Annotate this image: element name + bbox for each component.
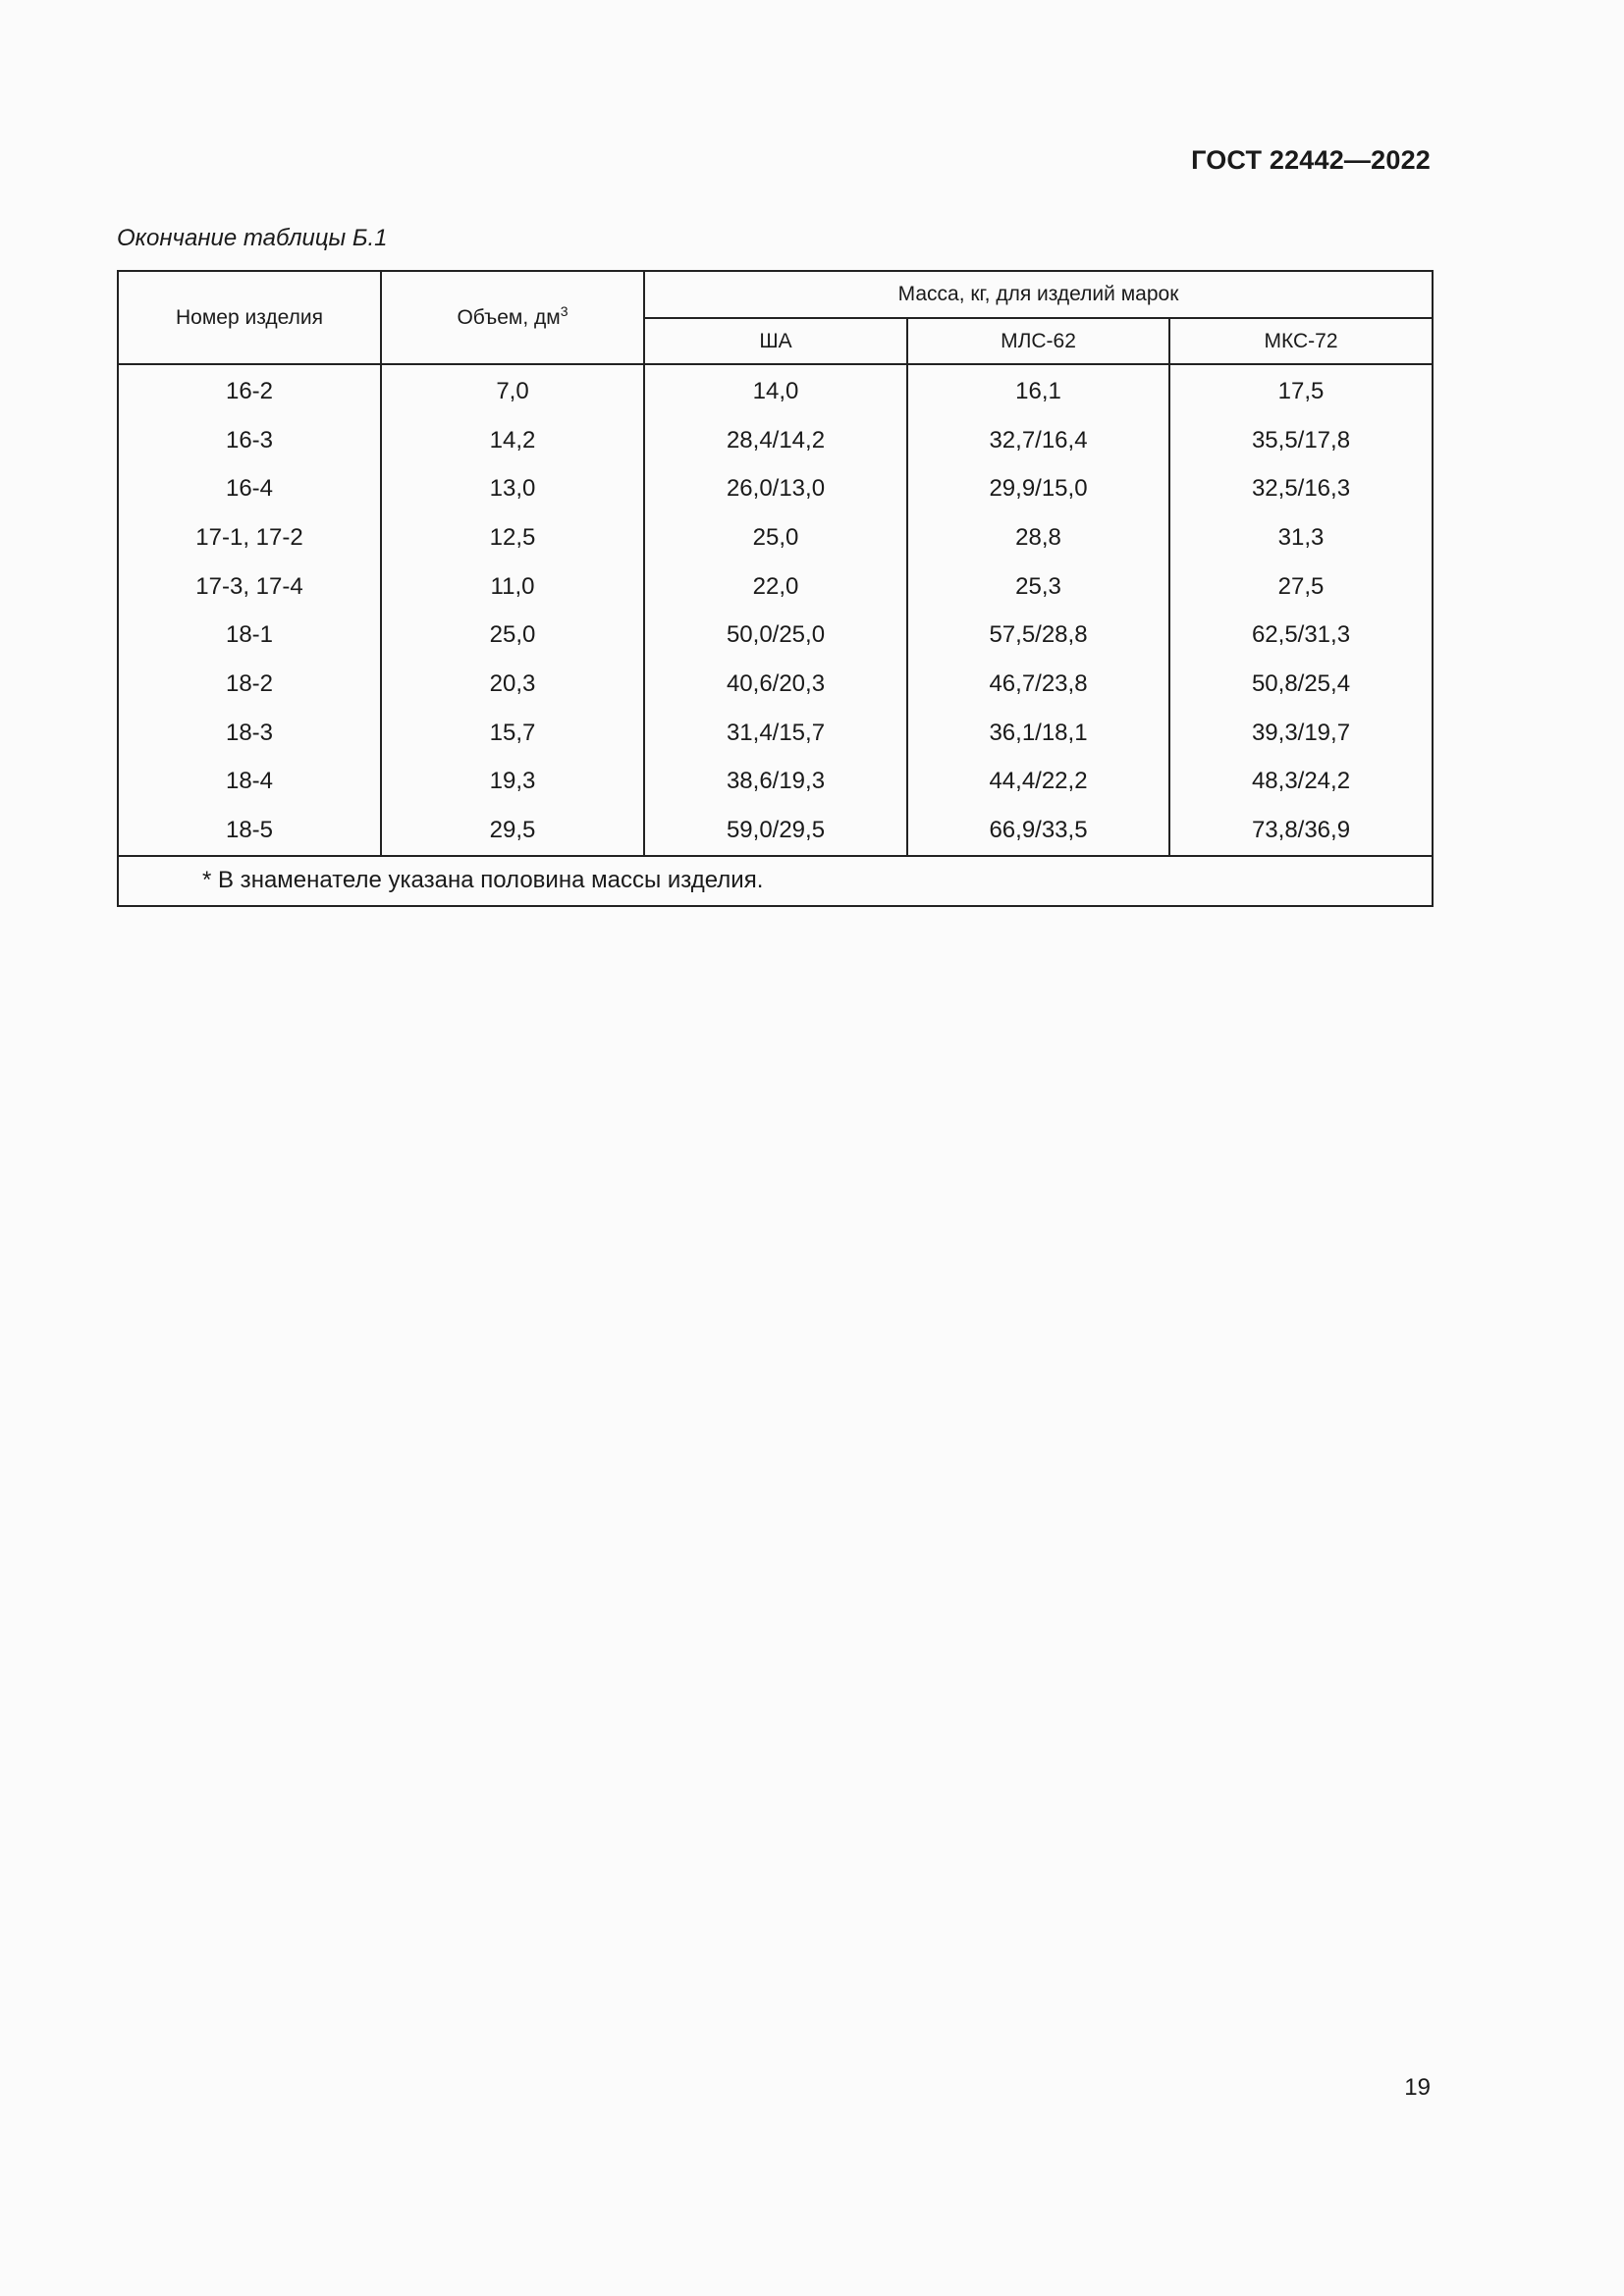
table-row [118, 464, 1433, 513]
table-header [118, 271, 1433, 364]
cell-mass-mls62: 66,9/33,5 [907, 806, 1169, 856]
cell-mass-mls62: 16,1 [907, 364, 1169, 416]
table-row [118, 611, 1433, 660]
cell-volume: 15,7 [381, 709, 644, 758]
cell-mass-mks72: 62,5/31,3 [1169, 611, 1433, 660]
header-product-number: Номер изделия [118, 271, 381, 364]
cell-product-number: 18-5 [118, 806, 381, 856]
cell-mass-mls62: 32,7/16,4 [907, 416, 1169, 465]
header-mass-mls62: МЛС-62 [907, 318, 1169, 364]
cell-volume: 11,0 [381, 562, 644, 612]
document-code: ГОСТ 22442—2022 [1191, 145, 1431, 175]
cell-mass-mks72: 27,5 [1169, 562, 1433, 612]
cell-mass-mls62: 57,5/28,8 [907, 611, 1169, 660]
cell-mass-mks72: 17,5 [1169, 364, 1433, 416]
page-number: 19 [1404, 2074, 1431, 2101]
cell-mass-mls62: 36,1/18,1 [907, 709, 1169, 758]
cell-mass-sha: 59,0/29,5 [644, 806, 907, 856]
cell-mass-mks72: 31,3 [1169, 513, 1433, 562]
table-row [118, 758, 1433, 807]
cell-mass-mks72: 50,8/25,4 [1169, 660, 1433, 709]
table-row [118, 709, 1433, 758]
cell-mass-mks72: 73,8/36,9 [1169, 806, 1433, 856]
mass-table [117, 270, 1434, 907]
header-mass-sha: ША [644, 318, 907, 364]
cell-mass-sha: 38,6/19,3 [644, 758, 907, 807]
cell-mass-mls62: 25,3 [907, 562, 1169, 612]
cell-mass-mks72: 32,5/16,3 [1169, 464, 1433, 513]
table-row [118, 806, 1433, 856]
cell-mass-mks72: 48,3/24,2 [1169, 758, 1433, 807]
cell-volume: 29,5 [381, 806, 644, 856]
cell-mass-mks72: 35,5/17,8 [1169, 416, 1433, 465]
table-row [118, 416, 1433, 465]
table-row [118, 660, 1433, 709]
cell-mass-mls62: 46,7/23,8 [907, 660, 1169, 709]
header-volume-label: Объем, дм [457, 305, 561, 329]
table-footnote: * В знаменателе указана половина массы изделия. [118, 856, 1433, 906]
table-row [118, 562, 1433, 612]
cell-product-number: 18-2 [118, 660, 381, 709]
cell-mass-sha: 40,6/20,3 [644, 660, 907, 709]
cell-product-number: 18-4 [118, 758, 381, 807]
header-mass-group: Масса, кг, для изделий марок [644, 271, 1433, 318]
cell-volume: 13,0 [381, 464, 644, 513]
cell-mass-sha: 50,0/25,0 [644, 611, 907, 660]
header-volume-superscript: 3 [560, 302, 568, 319]
cell-mass-mls62: 29,9/15,0 [907, 464, 1169, 513]
footnote-row [118, 856, 1433, 906]
cell-mass-mls62: 28,8 [907, 513, 1169, 562]
cell-volume: 12,5 [381, 513, 644, 562]
cell-mass-mls62: 44,4/22,2 [907, 758, 1169, 807]
header-mass-mks72: МКС-72 [1169, 318, 1433, 364]
table-row [118, 364, 1433, 416]
cell-mass-sha: 31,4/15,7 [644, 709, 907, 758]
cell-volume: 14,2 [381, 416, 644, 465]
cell-volume: 7,0 [381, 364, 644, 416]
cell-product-number: 16-3 [118, 416, 381, 465]
table-caption: Окончание таблицы Б.1 [117, 225, 388, 251]
cell-product-number: 18-1 [118, 611, 381, 660]
cell-volume: 20,3 [381, 660, 644, 709]
cell-product-number: 16-2 [118, 364, 381, 416]
table-body [118, 364, 1433, 856]
cell-mass-sha: 28,4/14,2 [644, 416, 907, 465]
cell-product-number: 17-3, 17-4 [118, 562, 381, 612]
cell-volume: 19,3 [381, 758, 644, 807]
cell-mass-sha: 26,0/13,0 [644, 464, 907, 513]
table-row [118, 513, 1433, 562]
cell-product-number: 16-4 [118, 464, 381, 513]
cell-product-number: 18-3 [118, 709, 381, 758]
cell-volume: 25,0 [381, 611, 644, 660]
cell-product-number: 17-1, 17-2 [118, 513, 381, 562]
cell-mass-sha: 25,0 [644, 513, 907, 562]
cell-mass-mks72: 39,3/19,7 [1169, 709, 1433, 758]
cell-mass-sha: 14,0 [644, 364, 907, 416]
header-volume [381, 271, 644, 364]
cell-mass-sha: 22,0 [644, 562, 907, 612]
